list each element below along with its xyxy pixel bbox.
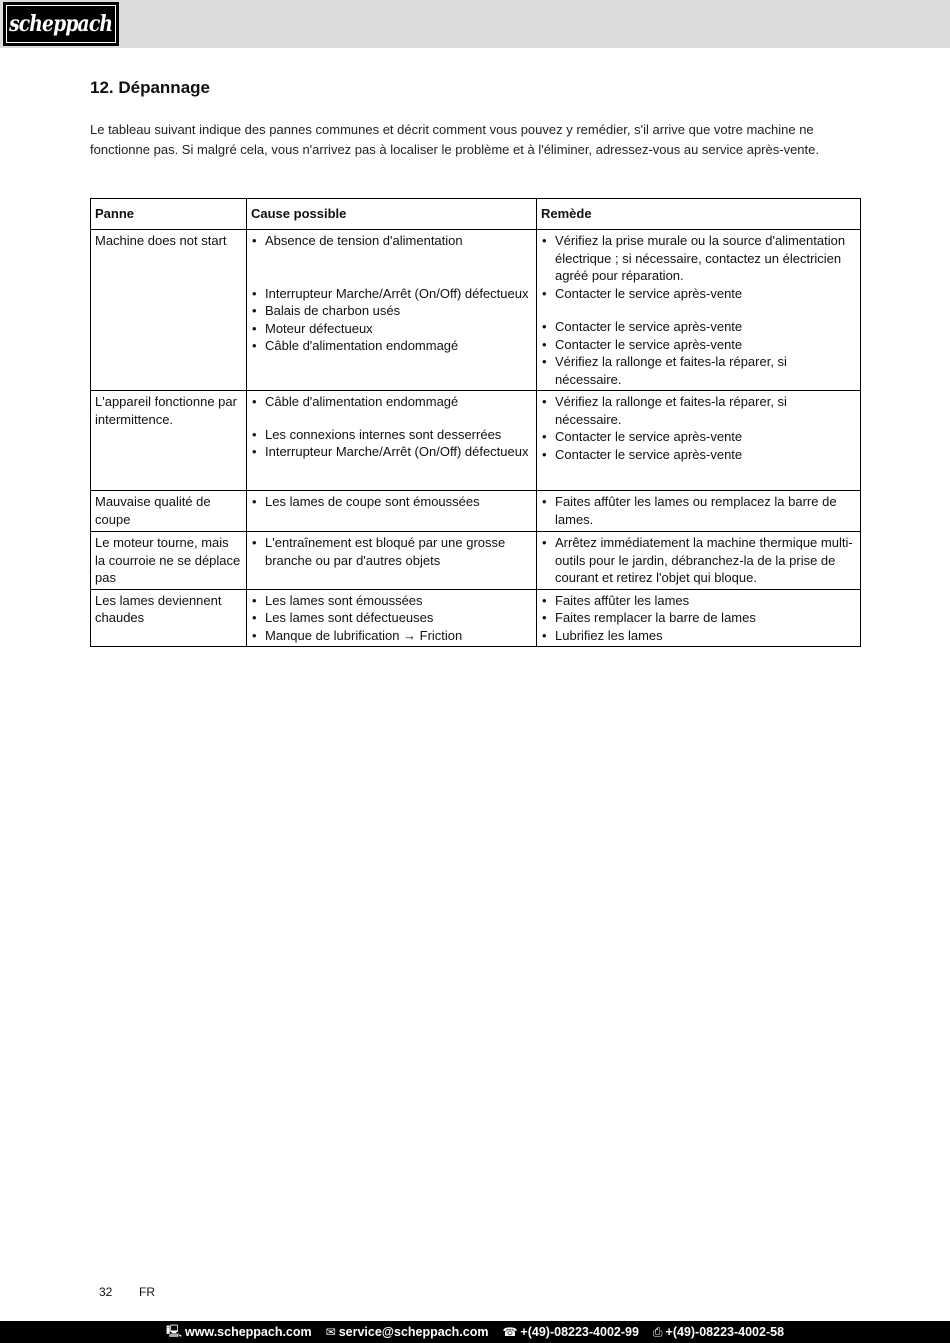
cause-item: • Les connexions internes sont desserrées [251,426,532,444]
table-row [91,391,861,491]
remede-cell [537,491,861,532]
panne-cell: Les lames deviennent chaudes [91,589,247,647]
cause-item: • L'entraînement est bloqué par une grosse branche ou par d'autres objets [251,534,532,569]
remede-item: • Lubrifiez les lames [541,627,856,645]
cause-cell [247,230,537,391]
cause-item: • Interrupteur Marche/Arrêt (On/Off) défectueux [251,285,532,303]
cause-item: • Moteur défectueux [251,320,532,338]
footer-web[interactable] [166,1322,312,1343]
table-row [91,589,861,647]
language-code: FR [139,1285,155,1299]
cause-cell [247,532,537,590]
fax-icon: ⎙ [652,1324,663,1339]
remede-item: • Faites affûter les lames [541,592,856,610]
remede-item: • Contacter le service après-vente [541,336,856,354]
cause-item: • Câble d'alimentation endommagé [251,393,532,411]
remede-item: • Contacter le service après-vente [541,285,856,303]
remede-cell [537,391,861,491]
panne-cell: Mauvaise qualité de coupe [91,491,247,532]
cause-item: • Les lames sont défectueuses [251,609,532,627]
remede-item: • Contacter le service après-vente [541,428,856,446]
remede-item: • Arrêtez immédiatement la machine thermique multi-outils pour le jardin, débranchez-la de la prise de courant et retirez l'objet qui bloque. [541,534,856,587]
remede-item: • Vérifiez la rallonge et faites-la réparer, si nécessaire. [541,353,856,388]
remede-item: • Faites remplacer la barre de lames [541,609,856,627]
table-row [91,532,861,590]
computer-icon: 🖳 [165,1323,182,1338]
footer-bar [0,1321,950,1343]
remede-item: • Vérifiez la prise murale ou la source d'alimentation électrique ; si nécessaire, contactez un électricien agréé pour réparation. [541,232,856,285]
section-title: 12. Dépannage [90,78,210,97]
table-header-row [91,199,861,230]
cause-item: • Câble d'alimentation endommagé [251,337,532,355]
cause-item: • Les lames de coupe sont émoussées [251,493,532,511]
remede-cell [537,532,861,590]
footer-fax [653,1325,784,1340]
panne-cell: Machine does not start [91,230,247,391]
cause-cell [247,391,537,491]
remede-item: • Vérifiez la rallonge et faites-la réparer, si nécessaire. [541,393,856,428]
intro-paragraph: Le tableau suivant indique des pannes communes et décrit comment vous pouvez y remédier, s'il arrive que votre machine ne fonctionne pas. Si malgré cela, vous n'arrivez pas à localiser le problème et à l'éliminer, adressez-vous au service après-vente. [90,122,819,157]
header-panne: Panne [91,199,247,230]
footer-phone-text: +(49)-08223-4002-99 [520,1325,639,1339]
remede-item: • Contacter le service après-vente [541,318,856,336]
logo-text: scheppach [9,11,113,37]
panne-cell: Le moteur tourne, mais la courroie ne se déplace pas [91,532,247,590]
cause-item: • Balais de charbon usés [251,302,532,320]
remede-cell [537,230,861,391]
cause-item: • Interrupteur Marche/Arrêt (On/Off) défectueux [251,443,532,461]
logo-frame [6,5,116,43]
footer-phone [502,1325,638,1339]
envelope-icon: ✉ [325,1325,336,1339]
telephone-icon: ☎ [502,1325,518,1339]
page-number: 32 [99,1285,113,1299]
table-row [91,230,861,391]
troubleshooting-table [90,198,861,647]
scheppach-logo [3,2,119,46]
footer-fax-text: +(49)-08223-4002-58 [665,1325,785,1339]
footer-email-text: service@scheppach.com [338,1325,489,1339]
footer-email[interactable] [326,1325,489,1339]
cause-item: • Absence de tension d'alimentation [251,232,532,250]
table-row [91,491,861,532]
cause-cell [247,491,537,532]
panne-cell: L'appareil fonctionne par intermittence. [91,391,247,491]
remede-cell [537,589,861,647]
remede-item: • Contacter le service après-vente [541,446,856,464]
remede-item: • Faites affûter les lames ou remplacez la barre de lames. [541,493,856,528]
header-cause: Cause possible [247,199,537,230]
cause-cell [247,589,537,647]
top-bar [0,0,950,48]
footer-web-text: www.scheppach.com [184,1325,312,1339]
header-remede: Remède [537,199,861,230]
cause-item: • Manque de lubrification → Friction [251,627,532,645]
cause-item: • Les lames sont émoussées [251,592,532,610]
